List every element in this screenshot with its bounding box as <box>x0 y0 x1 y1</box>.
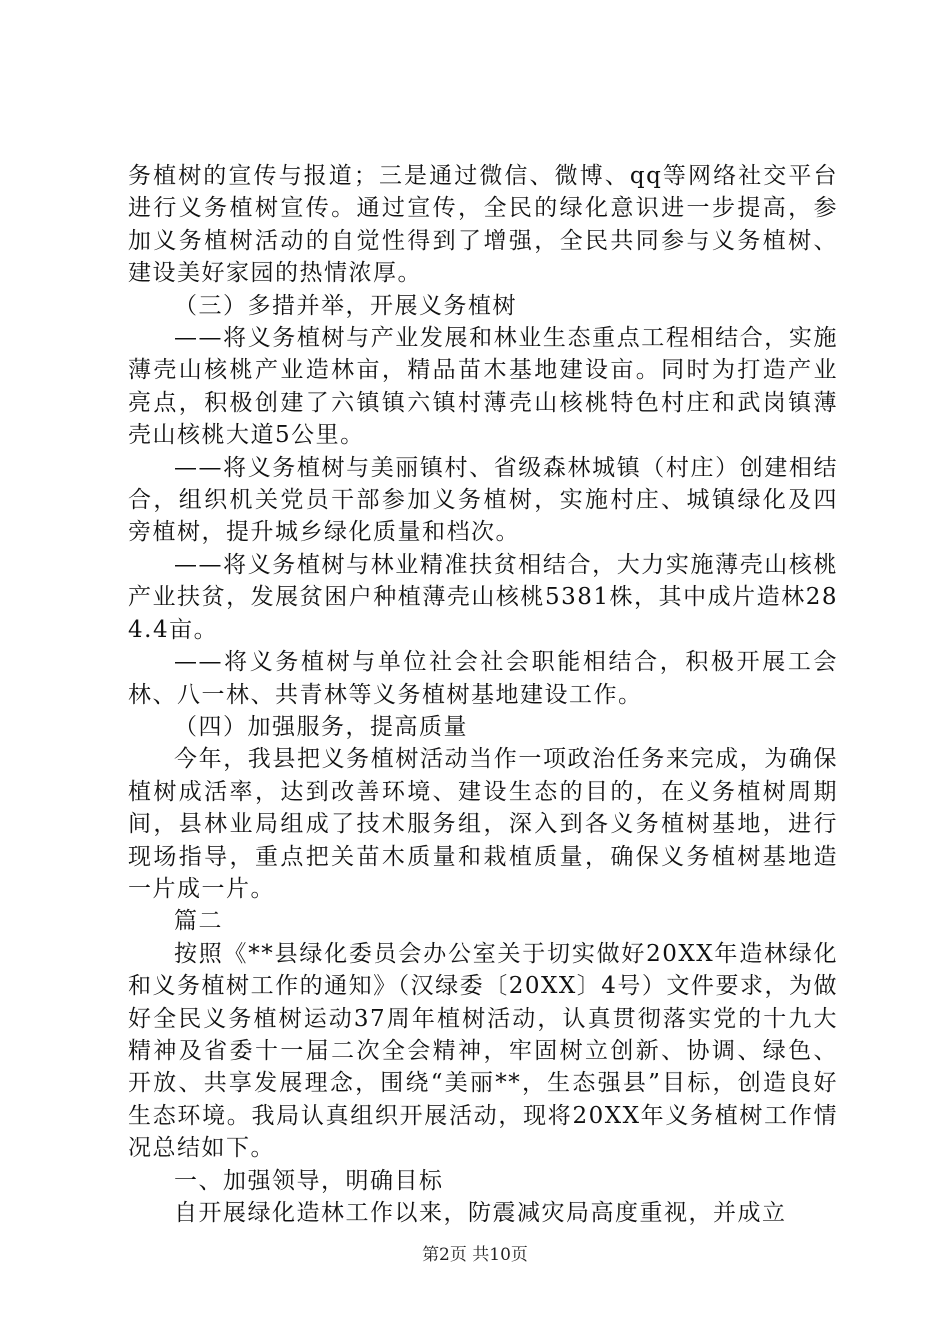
list-item: ——将义务植树与单位社会社会职能相结合，积极开展工会林、八一林、共青林等义务植树基地建设工作。 <box>128 649 838 708</box>
paragraph: 按照《**县绿化委员会办公室关于切实做好20XX年造林绿化和义务植树工作的通知》（汉绿委〔20XX〕4号）文件要求，为做好全民义务植树运动37周年植树活动，认真贯彻落实党的十九大精神及省委十一届二次全会精神，牢固树立创新、协调、绿色、开放、共享发展理念，围绕“美丽**，生态强县”目标，创造良好生态环境。我局认真组织开展活动，现将20XX年义务植树工作情况总结如下。 <box>128 940 838 1162</box>
section-heading-4: （四）加强服务，提高质量 <box>174 713 468 740</box>
page-footer: 第2页 共10页 <box>422 1245 528 1265</box>
document-body <box>128 160 838 1229</box>
section-heading-3: （三）多措并举，开展义务植树 <box>174 292 517 319</box>
section-heading-1: 一、加强领导，明确目标 <box>174 1167 444 1194</box>
paragraph: 自开展绿化造林工作以来，防震减灾局高度重视，并成立 <box>174 1200 787 1226</box>
list-item: ——将义务植树与美丽镇村、省级森林城镇（村庄）创建相结合，组织机关党员干部参加义务植树，实施村庄、城镇绿化及四旁植树，提升城乡绿化质量和档次。 <box>128 454 838 546</box>
part-heading: 篇二 <box>174 908 223 935</box>
list-item: ——将义务植树与产业发展和林业生态重点工程相结合，实施薄壳山核桃产业造林亩，精品苗木基地建设亩。同时为打造产业亮点，积极创建了六镇镇六镇村薄壳山核桃特色村庄和武岗镇薄壳山核桃大道5公里。 <box>128 325 838 449</box>
paragraph-continued: 务植树的宣传与报道；三是通过微信、微博、qq等网络社交平台进行义务植树宣传。通过宣传，全民的绿化意识进一步提高，参加义务植树活动的自觉性得到了增强，全民共同参与义务植树、建设美好家园的热情浓厚。 <box>128 163 838 287</box>
paragraph: 今年，我县把义务植树活动当作一项政治任务来完成，为确保植树成活率，达到改善环境、建设生态的目的，在义务植树周期间，县林业局组成了技术服务组，深入到各义务植树基地，进行现场指导，重点把关苗木质量和栽植质量，确保义务植树基地造一片成一片。 <box>128 746 838 902</box>
list-item: ——将义务植树与林业精准扶贫相结合，大力实施薄壳山核桃产业扶贫，发展贫困户种植薄壳山核桃5381株，其中成片造林284.4亩。 <box>128 551 838 643</box>
